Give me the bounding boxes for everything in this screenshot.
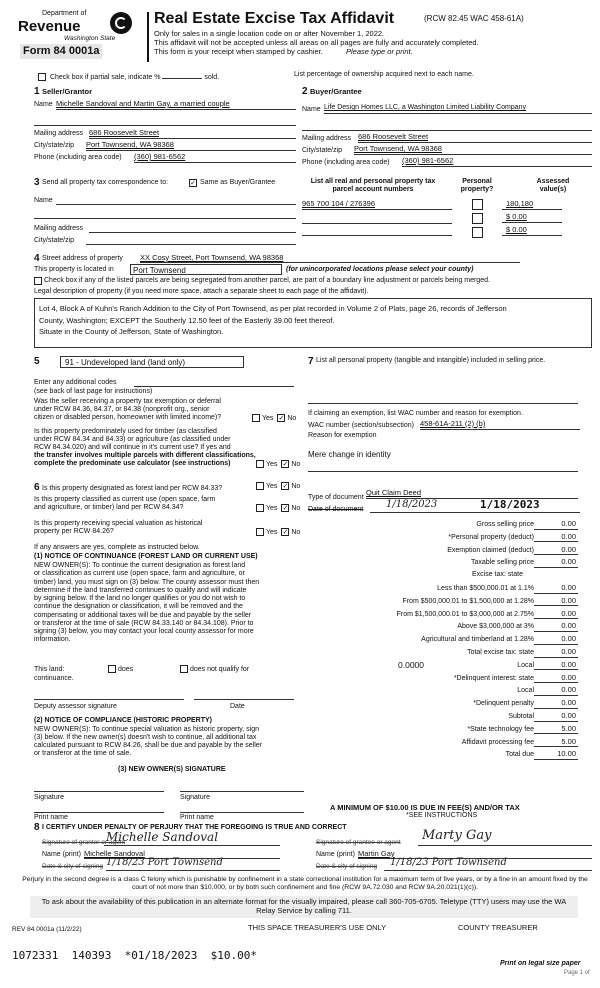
cu-no-checkbox[interactable]: ✓ <box>282 505 289 512</box>
partial-sale-row <box>38 71 598 81</box>
street-field[interactable] <box>140 254 520 263</box>
seller-city-label: City/state/zip <box>34 142 75 149</box>
forest-q1-answers <box>256 482 300 491</box>
tax-line-label: Gross selling price <box>476 521 534 528</box>
no-label: No <box>291 528 301 536</box>
legal-description-label: Legal description of property (if you need more space, attach a separate sheet to each page of the affidavit). <box>34 288 369 295</box>
tax-line <box>308 546 592 557</box>
does-checkbox[interactable] <box>108 665 116 673</box>
no-label: No <box>291 482 301 490</box>
tax-line <box>308 738 592 749</box>
owner-sig-1[interactable] <box>34 782 164 792</box>
tax-lines <box>308 520 592 780</box>
partial-pct-field[interactable] <box>162 71 202 79</box>
wac-label: WAC number (section/subsection) <box>308 422 414 429</box>
seller-title: Seller/Grantor <box>42 87 93 96</box>
tax-line-value[interactable]: 0.00 <box>534 520 578 530</box>
seller-section <box>34 88 296 170</box>
hist-line2: property per RCW 84.26? <box>34 528 114 536</box>
current-use-q <box>34 496 215 512</box>
notice-1-body <box>34 562 304 645</box>
seller-phone-value: (360) 981-6562 <box>134 152 186 161</box>
tax-line-label: Above $3,000,000 at 3% <box>457 623 534 631</box>
section-8-number: 8 <box>34 822 40 833</box>
personal-property-label: List all personal property (tangible and intangible) included in selling price. <box>316 357 546 364</box>
legal-description-box[interactable] <box>34 298 592 348</box>
local-rate-value[interactable]: 0.0000 <box>398 659 424 670</box>
q2-line2: under RCW 84.34 and 84.33) or agriculture (as classified under <box>34 436 231 444</box>
reason-value: Mere change in identity <box>308 450 391 459</box>
legal-paper-note: Print on legal size paper <box>500 960 581 967</box>
hist-yes-checkbox[interactable] <box>256 528 264 536</box>
yes-label: Yes <box>266 504 278 512</box>
n1-line: NEW OWNER(S): To continue the current designation as forest land <box>34 562 246 569</box>
n1-line: information. <box>34 636 71 644</box>
grantor-signature: Michelle Sandoval <box>106 830 219 844</box>
q1-no-checkbox[interactable]: ✓ <box>278 415 285 422</box>
grantee-sig-label: Signature of grantee or agent <box>316 839 401 846</box>
seller-phone-field[interactable] <box>134 153 296 163</box>
certify-statement: I CERTIFY UNDER PENALTY OF PERJURY THAT THE FOREGOING IS TRUE AND CORRECT <box>42 824 347 831</box>
land-use-select[interactable] <box>60 356 244 368</box>
form-cite: (RCW 82.45 WAC 458-61A) <box>424 14 524 23</box>
n1-line: or transferor at the time of sale (RCW 84.33.140 or 84.34.108). Prior to <box>34 619 254 627</box>
grantor-sig-label: Signature of grantor or agent <box>42 839 126 846</box>
parcel-table <box>302 178 592 248</box>
tax-line-label: *State technology fee <box>467 725 534 733</box>
tax-line-label: *Personal property (deduct) <box>448 533 534 541</box>
accessibility-notice <box>30 896 578 918</box>
notice-2-body <box>34 726 304 758</box>
section-1-number: 1 <box>34 86 40 97</box>
corr-name-line2[interactable] <box>34 211 296 219</box>
tax-line-label: Less than $500,000.01 at 1.1% <box>437 585 534 592</box>
grantor-name-value: Michelle Sandoval <box>84 849 145 858</box>
segregated-checkbox[interactable] <box>34 277 42 285</box>
buyer-city-field[interactable] <box>354 145 592 155</box>
deputy-sig-field[interactable] <box>34 692 184 700</box>
tax-line-value[interactable]: 0.00 <box>534 533 578 543</box>
buyer-name-label: Name <box>302 106 321 113</box>
section-6-number: 6 <box>34 482 40 493</box>
personal-property-field[interactable] <box>308 396 578 404</box>
dor-logo <box>14 10 139 64</box>
assessed-value-1: 180,180 <box>506 199 534 208</box>
grantee-signature-field[interactable] <box>418 828 592 846</box>
tax-line-value[interactable]: 0.00 <box>534 674 578 684</box>
notice-2-title: (2) NOTICE OF COMPLIANCE (HISTORIC PROPERTY) <box>34 717 212 724</box>
n1-line: continue the designation or classification, it will be removed and the <box>34 603 243 611</box>
q1-line3: citizen or disabled person, homeowner with limited income)? <box>34 414 222 422</box>
tax-line <box>308 750 592 761</box>
tax-line-label: Affidavit processing fee <box>461 738 534 746</box>
located-label: This property is located in <box>34 266 114 273</box>
owner-sig-2[interactable] <box>180 782 304 792</box>
doc-date-label: Date of document <box>308 506 364 513</box>
print-label-2: Print name <box>180 814 214 821</box>
sig-label-2: Signature <box>180 794 210 801</box>
yes-label: Yes <box>266 460 278 468</box>
tax-line-value[interactable]: 0.00 <box>534 699 578 709</box>
section-5-number: 5 <box>34 356 40 367</box>
county-treasurer-label: COUNTY TREASURER <box>458 923 538 932</box>
seller-name-line2[interactable] <box>34 118 296 126</box>
cashier-stamp: 1072331 140393 *01/18/2023 $10.00* <box>12 949 258 962</box>
continuance-label: continuance. <box>34 675 74 682</box>
corr-city-field[interactable] <box>86 236 296 245</box>
grantor-date-field[interactable] <box>106 857 280 871</box>
tax-line-value[interactable]: 0.00 <box>534 610 578 620</box>
tax-line <box>308 648 592 659</box>
assessed-field-2[interactable] <box>502 213 562 223</box>
q1-line1: Was the seller receiving a property tax exemption or deferral <box>34 398 221 405</box>
section-2-number: 2 <box>302 86 308 97</box>
tax-line <box>308 674 592 685</box>
yes-label: Yes <box>262 414 274 422</box>
wac-field[interactable] <box>420 420 580 430</box>
tax-line-label: Taxable selling price <box>470 559 534 567</box>
doc-type-field[interactable] <box>366 489 578 499</box>
doesnot-option <box>180 665 249 674</box>
parcel-field-2[interactable] <box>302 214 452 224</box>
personal-col-header: Personal property? <box>460 178 494 194</box>
forest-yes-checkbox[interactable] <box>256 482 264 490</box>
section-4-number: 4 <box>34 253 40 264</box>
accessibility-text: To ask about the availability of this publication in an alternate format for the visually impaired, please call 360-705-6705. Teletype (TTY) users may use the WA Relay Service by calling 711. <box>41 897 567 916</box>
tax-line <box>308 725 592 736</box>
page-number: Page 1 of <box>564 970 590 976</box>
seller-name-value: Michelle Sandoval and Martin Gay, a married couple <box>56 99 230 108</box>
buyer-phone-label: Phone (including area code) <box>302 159 390 166</box>
grantee-signature: Marty Gay <box>422 828 492 843</box>
correspondence-section <box>34 178 296 248</box>
q1-line2: under RCW 84.36, 84.37, or 84.38 (nonprofit org., senior <box>34 406 210 414</box>
historic-q <box>34 520 202 536</box>
codes-field[interactable] <box>134 378 294 387</box>
grantor-date-handwritten: 1/18/23 Port Townsend <box>106 857 223 868</box>
see-instructions: *SEE INSTRUCTIONS <box>406 812 478 819</box>
assessed-value-3: $ 0.00 <box>506 225 527 234</box>
perjury-text: Perjury in the second degree is a class C felony which is punishable by confinement in a state correctional institution for a maximum term of five years, or by a fine in an amount fixed by the court of not more than $10,000, or by both such confinement and fine (RCW 9A.72.030 and RCW 9A.20.021(1)(c)). <box>22 876 588 892</box>
section-7-number: 7 <box>308 356 314 367</box>
treasurer-use-label: THIS SPACE TREASURER'S USE ONLY <box>248 923 387 932</box>
location-select[interactable] <box>130 264 282 275</box>
correspondence-label: Send all property tax correspondence to: <box>42 179 169 186</box>
buyer-title: Buyer/Grantee <box>310 87 362 96</box>
header-line2: This affidavit will not be accepted unless all areas on all pages are fully and accurately completed. <box>154 38 479 47</box>
logo-swoosh-icon <box>115 17 127 29</box>
doc-date-field[interactable] <box>370 499 580 513</box>
form-number: Form 84 0001a <box>20 44 102 59</box>
does-option <box>108 665 133 674</box>
deputy-label: Deputy assessor signature <box>34 703 117 710</box>
assessed-field-1[interactable] <box>502 200 562 210</box>
personal-checkbox-1[interactable] <box>472 199 483 210</box>
tax-line-label: Total due <box>505 751 534 759</box>
reason-label: Reason for exemption <box>308 432 377 439</box>
q1-answers <box>252 414 296 423</box>
grantor-date-label: Date & city of signing <box>42 863 104 870</box>
land-use-value: 91 - Undeveloped land (land only) <box>65 358 186 367</box>
tax-line <box>308 610 592 621</box>
tax-line <box>308 520 592 531</box>
buyer-name-field[interactable] <box>324 104 592 114</box>
seller-city-field[interactable] <box>86 141 296 151</box>
tax-line-label: Exemption claimed (deduct) <box>447 546 534 554</box>
tax-line-value[interactable]: 5.00 <box>534 725 578 735</box>
q2-no-checkbox[interactable]: ✓ <box>282 461 289 468</box>
location-value: Port Townsend <box>133 266 186 275</box>
wac-value: 458-61A-211 (2) (b) <box>420 419 486 428</box>
minimum-notice: A MINIMUM OF $10.00 IS DUE IN FEE(S) AND/OR TAX <box>330 803 520 812</box>
grantee-name-label: Name (print) <box>316 851 355 858</box>
q1-yes-checkbox[interactable] <box>252 414 260 422</box>
grantee-name-value: Martin Gay <box>358 849 395 858</box>
seller-name-field[interactable] <box>56 100 296 110</box>
cu-answers <box>256 504 300 513</box>
hist-answers <box>256 528 300 537</box>
seller-mail-field[interactable] <box>89 129 296 139</box>
sold-label: sold. <box>204 74 220 81</box>
tax-line <box>308 597 592 608</box>
doc-type-value: Quit Claim Deed <box>366 488 422 497</box>
no-label: No <box>291 504 301 512</box>
street-value: XX Cosy Street, Port Townsend, WA 98368 <box>140 253 284 262</box>
header-line3-italic: Please type or print. <box>346 47 413 56</box>
deputy-date-field[interactable] <box>194 692 294 700</box>
segregated-label: Check box if any of the listed parcels are being segregated from another parcel, are part of a boundary line adjustment or parcels being merged. <box>44 277 490 284</box>
doesnot-label: does not qualify for <box>190 665 250 673</box>
seller-mail-value: 686 Roosevelt Street <box>89 128 160 137</box>
codes-sub-label: (see back of last page for instructions) <box>34 388 153 395</box>
corr-name-label: Name <box>34 197 53 204</box>
tax-line-value[interactable]: 0.00 <box>534 622 578 632</box>
exemption-instructions: If claiming an exemption, list WAC number and reason for exemption. <box>308 410 523 417</box>
tax-line-label: From $500,000.01 to $1,500,000 at 1.28% <box>402 597 534 605</box>
list-pct-note: List percentage of ownership acquired next to each name. <box>294 71 474 78</box>
corr-name-field[interactable] <box>56 196 296 205</box>
n1-line: determine if the land transferred continues to qualify and will indicate <box>34 586 247 594</box>
hist-line1: Is this property receiving special valuation as historical <box>34 520 203 527</box>
n2-line: NEW OWNER(S): To continue special valuation as historic property, sign <box>34 726 259 733</box>
tax-line <box>308 661 592 672</box>
grantee-date-label: Date & city of signing <box>316 863 378 870</box>
tax-line <box>308 533 592 544</box>
revision-label: REV 84 0001a (11/2/22) <box>12 926 82 933</box>
reason-line[interactable] <box>308 468 578 472</box>
header <box>10 8 590 68</box>
tax-line-label: From $1,500,000.01 to $3,000,000 at 2.75% <box>396 610 534 618</box>
tax-line <box>308 635 592 646</box>
state-label: Washington State <box>64 35 116 42</box>
forest-section <box>34 482 304 782</box>
revenue-label: Revenue <box>18 18 81 35</box>
q2-line4: the transfer involves multiple parcels with different classifications, <box>34 452 256 460</box>
tax-line-label: Subtotal <box>508 713 534 720</box>
reason-field[interactable] <box>308 450 578 460</box>
owner-print-2[interactable] <box>180 804 304 813</box>
q2-line5: complete the predominate use calculator (see instructions) <box>34 460 231 468</box>
yes-label: Yes <box>266 482 278 490</box>
tax-line-label: Total excise tax: state <box>467 649 534 656</box>
tax-line-value[interactable]: 0.00 <box>534 546 578 556</box>
n1-line: by signing below. If the land no longer qualifies or you do not wish to <box>34 595 246 602</box>
print-label-1: Print name <box>34 814 68 821</box>
notice-1-title: (1) NOTICE OF CONTINUANCE (FOREST LAND OR CURRENT USE) <box>34 553 258 560</box>
tax-line-label: Local <box>517 661 534 669</box>
dept-label: Department of <box>42 10 87 17</box>
buyer-mail-label: Mailing address <box>302 135 352 142</box>
partial-sale-checkbox[interactable] <box>38 73 46 81</box>
seller-city-value: Port Townsend, WA 98368 <box>86 140 174 149</box>
buyer-mail-value: 686 Roosevelt Street <box>358 132 429 141</box>
land-use-section <box>34 356 304 478</box>
q2-line1: Is this property predominately used for timber (as classified <box>34 428 217 435</box>
seller-phone-label: Phone (including area code) <box>34 154 122 161</box>
perjury-notice <box>22 876 588 893</box>
tax-line <box>308 712 592 723</box>
cu-yes-checkbox[interactable] <box>256 504 264 512</box>
property-section <box>34 254 592 350</box>
tax-line <box>308 699 592 710</box>
tax-line-value[interactable]: 0.00 <box>534 661 578 671</box>
form-title: Real Estate Excise Tax Affidavit <box>154 10 395 27</box>
tax-section <box>308 356 592 819</box>
tax-line-value[interactable]: 0.00 <box>534 597 578 607</box>
tax-line <box>308 622 592 633</box>
notice-3-title: (3) NEW OWNER(S) SIGNATURE <box>118 766 226 773</box>
seller-mail-label: Mailing address <box>34 130 84 137</box>
n1-line: or classification as current use (open space, farm and agriculture, or <box>34 570 245 578</box>
q2-line3: RCW 84.34.020) and will continue in it's current use? If yes and <box>34 444 231 452</box>
cu-line1: Is this property classified as current use (open space, farm <box>34 496 216 503</box>
q2-yes-checkbox[interactable] <box>256 460 264 468</box>
seller-name-label: Name <box>34 101 53 108</box>
doc-type-label: Type of document <box>308 494 364 501</box>
n1-line: signing (3) below, you may contact your local county assessor for more <box>34 628 254 635</box>
codes-label: Enter any additional codes <box>34 379 117 386</box>
partial-sale-label: Check box if partial sale, indicate % <box>49 74 161 81</box>
owner-print-1[interactable] <box>34 804 164 813</box>
tax-line-value[interactable]: 0.00 <box>534 648 578 658</box>
assessed-col-header: Assessed value(s) <box>536 178 570 194</box>
legal-line-2: County, Washington; EXCEPT the Southerly 12.50 feet of the Easterly 39.00 feet thereof. <box>39 315 335 325</box>
same-as-buyer-label: Same as Buyer/Grantee <box>200 179 276 186</box>
no-label: No <box>291 460 301 468</box>
unincorporated-note: (for unincorporated locations please select your county) <box>286 266 474 273</box>
certification-section <box>34 824 594 872</box>
buyer-name-value: Life Design Homes LLC, a Washington Limited Liability Company <box>324 104 527 111</box>
parcel-field-3[interactable] <box>302 226 452 236</box>
buyer-phone-value: (360) 981-6562 <box>402 156 454 165</box>
buyer-name-line2[interactable] <box>302 123 592 131</box>
parcel-col-header: List all real and personal property tax parcel account numbers <box>310 178 436 194</box>
does-label: does <box>118 665 134 673</box>
buyer-mail-field[interactable] <box>358 133 592 143</box>
tax-line-value[interactable]: 0.00 <box>534 712 578 722</box>
tax-line-value[interactable]: 0.00 <box>534 686 578 696</box>
assessed-value-2: $ 0.00 <box>506 212 527 221</box>
tax-line-label: *Delinquent penalty <box>473 700 534 708</box>
tax-line-value[interactable]: 10.00 <box>534 750 578 760</box>
tax-line <box>308 558 592 569</box>
tax-line-value[interactable]: 0.00 <box>534 635 578 645</box>
doc-date-handwritten: 1/18/2023 <box>386 499 438 510</box>
legal-line-1: Lot 4, Block A of Kuhn's Ranch Addition to the City of Port Townsend, as per plat recorded in Volume 2 of Plats, page 26, records of Jefferson <box>39 304 507 313</box>
legal-line-3: Situate in the County of Jefferson, State of Washington. <box>39 327 224 337</box>
tax-line <box>308 584 592 595</box>
sig-label-1: Signature <box>34 794 64 801</box>
header-line3: This form is your receipt when stamped by cashier. <box>154 47 323 56</box>
n1-line: timber) land, you must sign on (3) below. The county assessor must then <box>34 578 260 586</box>
deputy-date-label: Date <box>230 703 245 710</box>
tax-line-label: Local <box>517 687 534 695</box>
parcel-number: 965 700 104 / 276396 <box>302 199 375 208</box>
excise-tax-state-header: Excise tax: state <box>472 571 523 579</box>
buyer-city-label: City/state/zip <box>302 147 343 154</box>
assessed-field-3[interactable] <box>502 226 562 236</box>
header-divider <box>147 12 149 62</box>
n2-line: calculated pursuant to RCW 84.26, shall be due and payable by the seller <box>34 742 263 750</box>
parcel-field-1[interactable] <box>302 200 452 210</box>
doesnot-checkbox[interactable] <box>180 665 188 673</box>
grantor-signature-field[interactable] <box>104 830 280 846</box>
new-owner-signatures <box>34 782 304 822</box>
q2-answers <box>256 460 300 469</box>
n2-line: (3) below. If the new owner(s) doesn't wish to continue, all additional tax <box>34 734 257 742</box>
header-line1: Only for sales in a single location code on or after November 1, 2022. <box>154 29 385 38</box>
n2-line: or transferor at the time of sale. <box>34 750 132 758</box>
this-land-label: This land: <box>34 666 65 673</box>
tax-line <box>308 686 592 697</box>
forest-no-checkbox[interactable]: ✓ <box>282 483 289 490</box>
buyer-phone-field[interactable] <box>402 157 592 167</box>
if-any-note: If any answers are yes, complete as instructed below. <box>34 544 200 551</box>
tax-line-value[interactable]: 0.00 <box>534 584 578 594</box>
corr-mail-label: Mailing address <box>34 225 84 232</box>
tax-line-label: *Delinquent interest: state <box>453 674 534 682</box>
personal-checkbox-2[interactable] <box>472 213 483 224</box>
hist-no-checkbox[interactable]: ✓ <box>282 529 289 536</box>
forest-q1: Is this property designated as forest land per RCW 84.33? <box>42 485 223 492</box>
corr-mail-field[interactable] <box>89 224 296 233</box>
buyer-city-value: Port Townsend, WA 98368 <box>354 144 442 153</box>
tax-line-value[interactable]: 5.00 <box>534 738 578 748</box>
yes-label: Yes <box>266 528 278 536</box>
no-label: No <box>287 414 297 422</box>
doc-date-typed: 1/18/2023 <box>480 498 540 511</box>
tax-line-value[interactable]: 0.00 <box>534 558 578 568</box>
grantee-date-handwritten: 1/18/23 Port Townsend <box>390 857 507 868</box>
street-label: Street address of property <box>42 255 123 262</box>
grantor-name-label: Name (print) <box>42 851 81 858</box>
buyer-section <box>302 88 592 170</box>
same-as-buyer-checkbox[interactable]: ✓ <box>190 180 196 187</box>
corr-city-label: City/state/zip <box>34 237 75 244</box>
personal-checkbox-3[interactable] <box>472 227 483 238</box>
cu-line2: and agriculture, or timber) land per RCW 84.34? <box>34 504 184 512</box>
grantee-date-field[interactable] <box>384 857 592 871</box>
tax-line-label: Agricultural and timberland at 1.28% <box>421 636 534 644</box>
section-3-number: 3 <box>34 177 40 188</box>
n1-line: compensating or additional taxes will be due and payable by the seller <box>34 611 252 619</box>
